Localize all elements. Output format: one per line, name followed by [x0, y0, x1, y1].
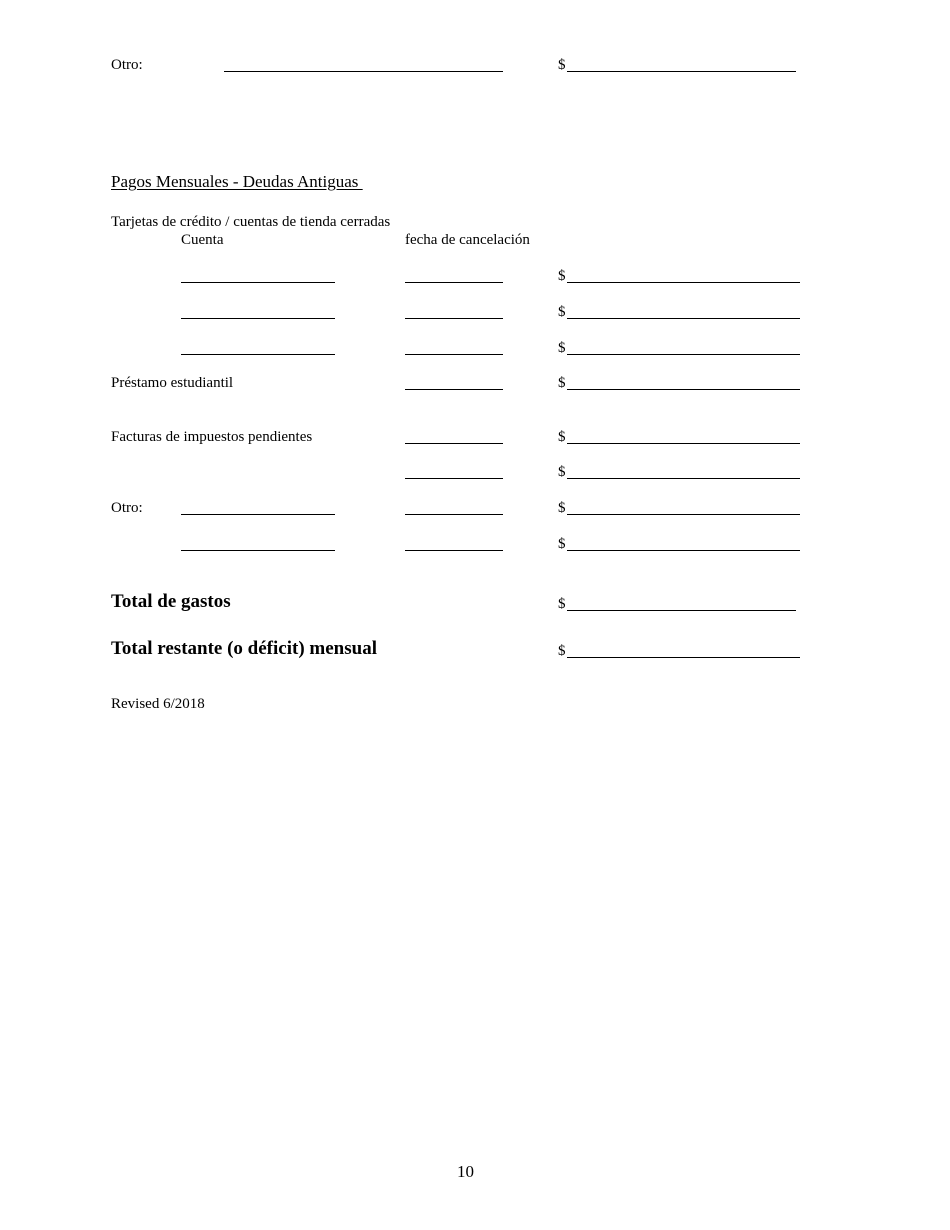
taxes-currency: $	[558, 429, 566, 445]
card-2-amount-field[interactable]	[567, 318, 800, 319]
other-1-currency: $	[558, 500, 566, 516]
taxes-date-field[interactable]	[405, 443, 503, 444]
other-1-label: Otro:	[111, 500, 143, 516]
total-expenses-label: Total de gastos	[111, 591, 231, 612]
top-other-currency: $	[558, 57, 566, 73]
total-remaining-currency: $	[558, 643, 566, 659]
top-other-label: Otro:	[111, 57, 143, 73]
taxes-label: Facturas de impuestos pendientes	[111, 429, 313, 445]
card-1-amount-field[interactable]	[567, 282, 800, 283]
other-1-date-field[interactable]	[405, 514, 503, 515]
taxes-amount-field[interactable]	[567, 443, 800, 444]
section-subtitle: Tarjetas de crédito / cuentas de tienda cerradas	[111, 214, 391, 230]
column-header-account: Cuenta	[181, 232, 224, 248]
card-1-account-field[interactable]	[181, 282, 335, 283]
page-number: 10	[457, 1162, 474, 1181]
taxes-2-amount-field[interactable]	[567, 478, 800, 479]
section-title: Pagos Mensuales - Deudas Antiguas	[111, 172, 363, 191]
card-2-date-field[interactable]	[405, 318, 503, 319]
total-remaining-amount-field[interactable]	[567, 657, 800, 658]
card-3-account-field[interactable]	[181, 354, 335, 355]
other-1-amount-field[interactable]	[567, 514, 800, 515]
card-1-currency: $	[558, 268, 566, 284]
card-1-date-field[interactable]	[405, 282, 503, 283]
other-2-date-field[interactable]	[405, 550, 503, 551]
card-2-account-field[interactable]	[181, 318, 335, 319]
taxes-2-currency: $	[558, 464, 566, 480]
top-other-description-field[interactable]	[224, 71, 503, 72]
card-3-amount-field[interactable]	[567, 354, 800, 355]
column-header-cancel-date: fecha de cancelación	[405, 232, 530, 248]
card-3-date-field[interactable]	[405, 354, 503, 355]
total-remaining-label: Total restante (o déficit) mensual	[111, 638, 377, 659]
card-2-currency: $	[558, 304, 566, 320]
other-2-amount-field[interactable]	[567, 550, 800, 551]
card-3-currency: $	[558, 340, 566, 356]
revised-date: Revised 6/2018	[111, 696, 205, 712]
total-expenses-amount-field[interactable]	[567, 610, 796, 611]
other-1-description-field[interactable]	[181, 514, 335, 515]
top-other-amount-field[interactable]	[567, 71, 796, 72]
other-2-description-field[interactable]	[181, 550, 335, 551]
total-expenses-currency: $	[558, 596, 566, 612]
student-loan-label: Préstamo estudiantil	[111, 375, 234, 391]
student-loan-date-field[interactable]	[405, 389, 503, 390]
student-loan-amount-field[interactable]	[567, 389, 800, 390]
taxes-2-date-field[interactable]	[405, 478, 503, 479]
other-2-currency: $	[558, 536, 566, 552]
student-loan-currency: $	[558, 375, 566, 391]
